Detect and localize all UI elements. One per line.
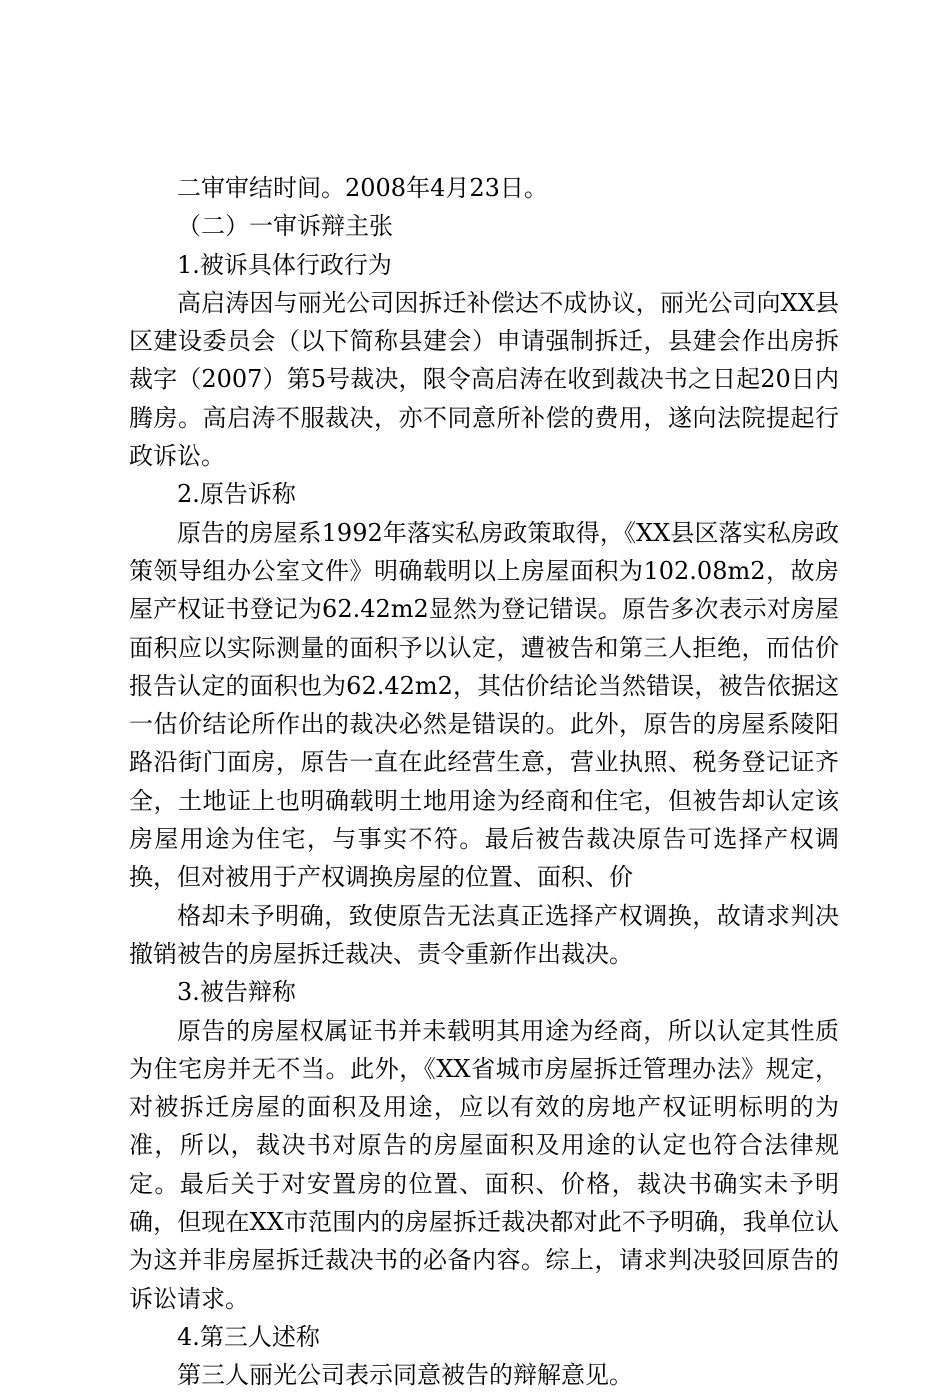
paragraph-plaintiff-claims-continued: 格却未予明确，致使原告无法真正选择产权调换，故请求判决撤销被告的房屋拆迁裁决、责令重新作出裁决。 bbox=[129, 901, 839, 968]
paragraph-plaintiff-claims: 原告的房屋系1992年落实私房政策取得，《XX县区落实私房政策领导组办公室文件》明确载明以上房屋面积为102.08m2，故房屋产权证书登记为62.42m2显然为登记错误。原告多次表示对房屋面积应以实际测量的面积予以认定，遭被告和第三人拒绝，而估价报告认定的面积也为62.42m2，其估价结论当然错误，被告依据这一估价结论所作出的裁决必然是错误的。此外，原告的房屋系陵阳路沿街门面房，原告一直在此经营生意，营业执照、税务登记证齐全，土地证上也明确载明土地用途为经商和住宅，但被告却认定该房屋用途为住宅，与事实不符。最后被告裁决原告可选择产权调换，但对被用于产权调换房屋的位置、面积、价 bbox=[129, 518, 839, 892]
document-body bbox=[129, 169, 839, 1395]
paragraph-trial-date: 二审审结时间。2008年4月23日。 bbox=[177, 174, 548, 202]
paragraph-third-party-statement: 第三人丽光公司表示同意被告的辩解意见。 bbox=[177, 1361, 633, 1390]
paragraph-defendant-defense: 原告的房屋权属证书并未载明其用途为经商，所以认定其性质为住宅房并无不当。此外，《XX省城市房屋拆迁管理办法》规定，对被拆迁房屋的面积及用途，应以有效的房地产权证明标明的为准，所以，裁决书对原告的房屋面积及用途的认定也符合法律规定。最后关于对安置房的位置、面积、价格，裁决书确实未予明确，但现在XX市范围内的房屋拆迁裁决都对此不予明确，我单位认为这并非房屋拆迁裁决书的必备内容。综上，请求判决驳回原告的诉讼请求。 bbox=[129, 1016, 839, 1313]
paragraph-administrative-act: 高启涛因与丽光公司因拆迁补偿达不成协议，丽光公司向XX县区建设委员会（以下简称县建会）申请强制拆迁，县建会作出房拆裁字（2007）第5号裁决，限令高启涛在收到裁决书之日起20日内腾房。高启涛不服裁决，亦不同意所补偿的费用，遂向法院提起行政诉讼。 bbox=[129, 288, 839, 471]
section-heading-first-instance-claims: （二）一审诉辩主张 bbox=[177, 212, 393, 241]
subheading-defendant-defense: 3.被告辩称 bbox=[177, 978, 296, 1007]
subheading-third-party-statement: 4.第三人述称 bbox=[177, 1322, 320, 1351]
subheading-plaintiff-claims: 2.原告诉称 bbox=[177, 480, 296, 509]
subheading-administrative-act: 1.被诉具体行政行为 bbox=[177, 250, 392, 279]
